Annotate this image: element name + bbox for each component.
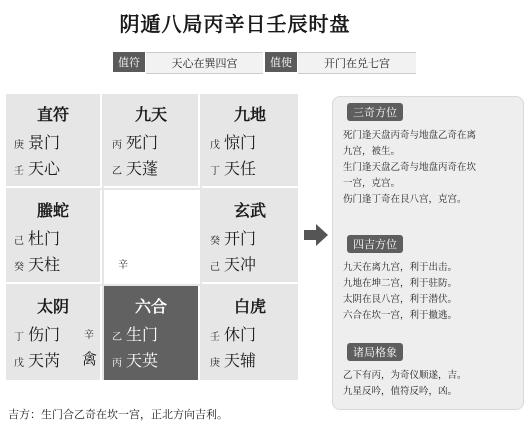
palace-kun: [202, 94, 298, 188]
sanqi-line: 生门逢天盘乙奇与地盘丙奇在坎: [343, 162, 477, 173]
nine-palace-grid: [6, 94, 298, 380]
palace-dui: [202, 190, 298, 284]
stem: 庚: [14, 140, 24, 151]
stem: 丁: [210, 166, 220, 177]
arrow-right-icon: [302, 222, 330, 248]
god-name: 直符: [36, 105, 69, 124]
door: 景门: [28, 133, 61, 152]
stem: 戊: [210, 140, 220, 151]
star: 天冲: [224, 255, 257, 274]
door: 伤门: [28, 325, 61, 344]
siji-line: 太阴在艮八宫，利于潜伏。: [343, 294, 458, 305]
sanqi-line: 九宫，被生。: [343, 146, 401, 157]
god-name: 玄武: [233, 201, 266, 220]
star: 天任: [224, 159, 257, 178]
stem: 癸: [210, 236, 220, 247]
sanqi-line: 伤门逢丁奇在艮八宫，克宫。: [343, 194, 467, 205]
stem: 庚: [210, 358, 220, 369]
stem: 己: [14, 236, 24, 247]
stem: 丁: [14, 332, 24, 343]
star: 天英: [126, 351, 159, 370]
stem: 乙: [112, 332, 122, 343]
god-name: 螣蛇: [36, 201, 69, 220]
palace-kan: [104, 286, 200, 380]
extra-star: 禽: [82, 350, 98, 368]
stem: 壬: [14, 166, 24, 177]
door: 休门: [224, 325, 257, 344]
stem: 丙: [112, 140, 122, 151]
palace-qian: [202, 286, 298, 380]
god-name: 白虎: [233, 297, 266, 316]
siji-line: 六合在坎一宫，利于撤逃。: [343, 310, 458, 321]
section-title-siji: 四吉方位: [347, 235, 403, 253]
zhifu-label: 值符: [113, 52, 145, 72]
page-title: 阴遁八局丙辛日壬辰时盘: [119, 12, 351, 36]
god-name: 六合: [134, 297, 167, 316]
footer-note: 吉方：生门合乙奇在坎一宫，正北方向吉利。: [8, 408, 228, 421]
analysis-panel: [332, 96, 524, 410]
stem: 癸: [14, 262, 24, 273]
star: 天辅: [224, 351, 257, 370]
stem: 丙: [112, 358, 122, 369]
center-stem: 辛: [118, 260, 128, 271]
geju-line: 九星反吟，值符反吟，凶。: [343, 386, 458, 397]
door: 死门: [126, 133, 159, 152]
palace-center: [104, 190, 200, 284]
god-name: 九天: [134, 105, 167, 124]
door: 惊门: [224, 133, 257, 152]
palace-xun: [6, 94, 102, 188]
stem: 乙: [112, 166, 122, 177]
star: 天蓬: [126, 159, 159, 178]
door: 开门: [224, 229, 257, 248]
star: 天芮: [28, 351, 61, 370]
god-name: 九地: [233, 105, 266, 124]
palace-li: [104, 94, 200, 188]
section-title-sanqi: 三奇方位: [347, 103, 403, 121]
zhifu-value: 天心在巽四宫: [146, 52, 263, 74]
sanqi-line: 一宫，克宫。: [343, 178, 401, 189]
god-name: 太阴: [36, 297, 69, 316]
section-title-geju: 诸局格象: [347, 343, 403, 361]
palace-gen: [6, 286, 102, 380]
stem: 戊: [14, 358, 24, 369]
siji-line: 九地在坤二宫，利于驻防。: [343, 278, 458, 289]
star: 天心: [28, 159, 61, 178]
sanqi-line: 死门逢天盘丙奇与地盘乙奇在离: [343, 130, 477, 141]
palace-zhen: [6, 190, 102, 284]
zhishi-value: 开门在兑七宫: [298, 52, 416, 74]
stem: 壬: [210, 332, 220, 343]
star: 天柱: [28, 255, 61, 274]
siji-line: 九天在离九宫，利于出击。: [343, 262, 458, 273]
stem: 己: [210, 262, 220, 273]
zhishi-label: 值使: [265, 52, 297, 72]
extra-stem: 辛: [84, 330, 94, 341]
door: 生门: [126, 325, 159, 344]
door: 杜门: [28, 229, 61, 248]
geju-line: 乙下有丙，为奇仪顺遂，吉。: [343, 370, 467, 381]
